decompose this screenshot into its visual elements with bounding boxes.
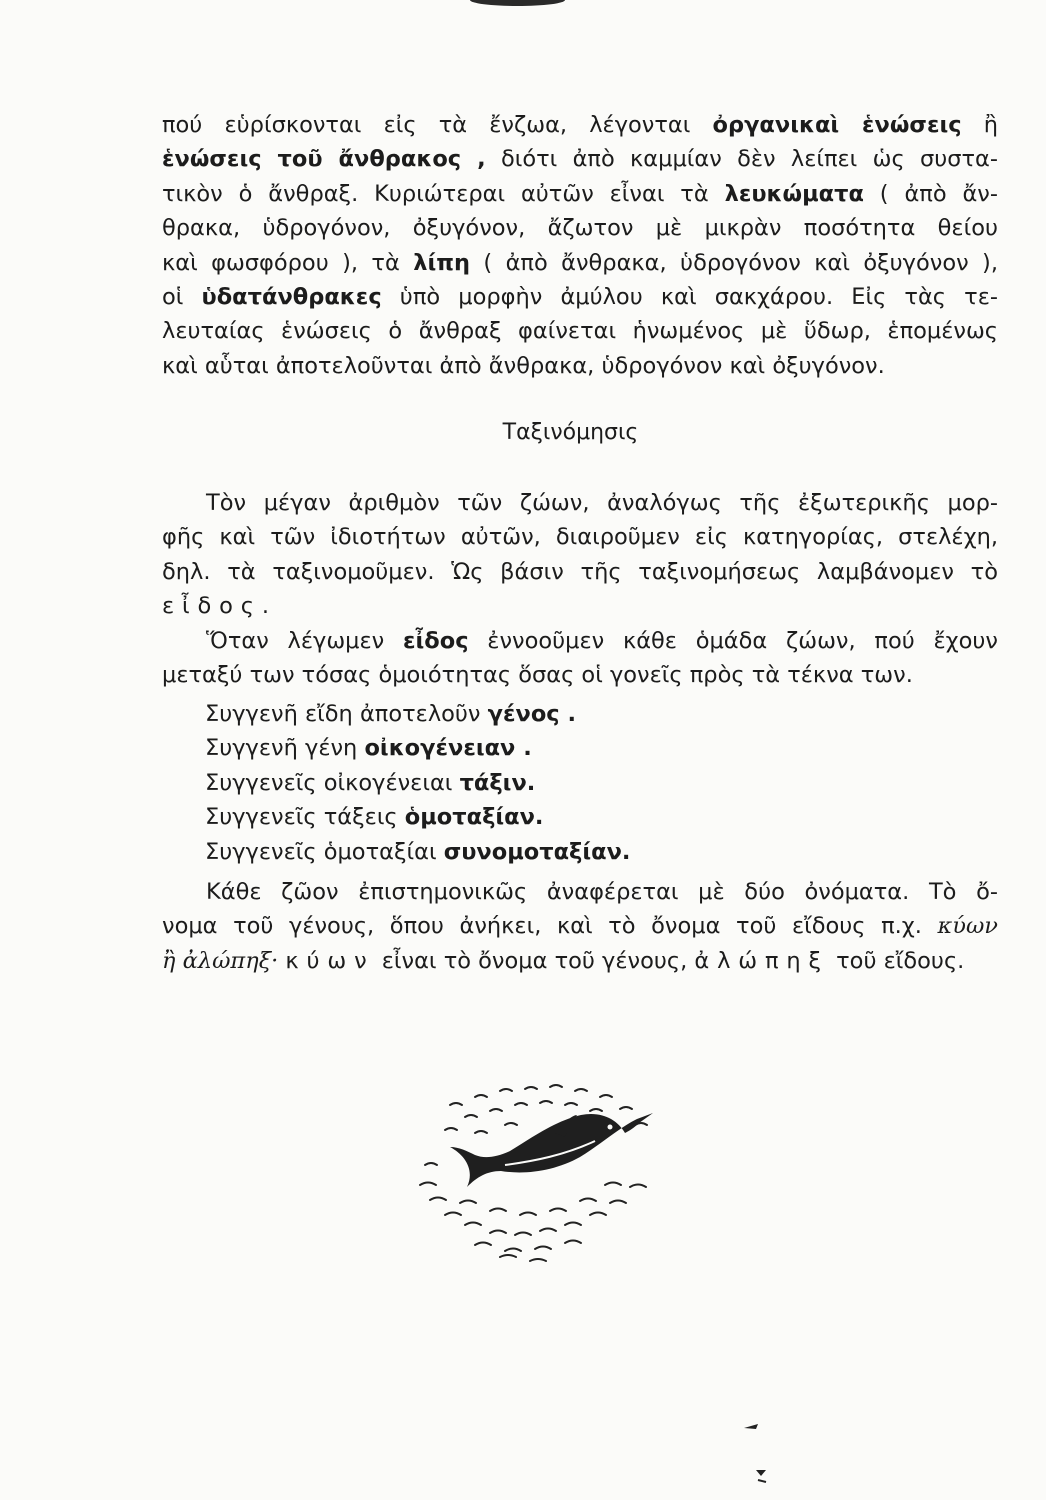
bold-term: ἑνώσεις τοῦ ἄνθρακος , [162,146,486,173]
text-line [162,142,998,176]
spaced-term: ἀλώπηξ [694,947,829,974]
text-run: δηλ. τὰ ταξινομοῦμεν. Ὡς βάσιν τῆς ταξινομήσεως λαμβάνομεν τὸ [162,558,998,585]
text-run: νομα τοῦ γένους, ὅπου ἀνήκει, καὶ τὸ ὄνομα τοῦ εἴδους π.χ. [162,913,938,940]
text-run: θρακα, ὑδρογόνον, ὀξυγόνον, ἄζωτον μὲ μικρὰν ποσότητα θείου [162,215,998,242]
text-run: Συγγενῆ γένη [205,735,365,762]
section-heading: Ταξινόμησις [502,420,639,445]
text-run: Κάθε ζῶον ἐπιστημονικῶς ἀναφέρεται μὲ δύο ὀνόματα. Τὸ ὄ- [206,879,998,905]
page-top-mark [470,0,565,6]
taxonomy-item [205,731,630,765]
text-line [162,486,998,520]
ink-specks [740,1418,780,1488]
italic-term: κύων [937,913,998,940]
text-line [162,520,998,554]
text-run: Συγγενεῖς οἰκογένειαι [205,769,460,796]
taxonomy-item [205,766,630,800]
text-line [162,944,998,978]
text-run: Τὸν μέγαν ἀριθμὸν τῶν ζώων, ἀναλόγως τῆς ἐξωτερικῆς μορ- [206,490,998,516]
text-line [162,349,998,383]
taxonomy-item [205,835,630,869]
text-run: διότι ἀπὸ καμμίαν δὲν λείπει ὡς συστα- [485,146,998,173]
bold-term: λευκώματα [724,180,864,207]
text-run: πού εὑρίσκονται εἰς τὰ ἔνζωα, λέγονται [162,112,713,138]
taxonomy-item [205,697,630,731]
text-run: ( ἀπὸ ἄνθρακα, ὑδρογόνον καὶ ὀξυγόνον ), [470,249,998,276]
text-run: εἶναι τὸ ὄνομα τοῦ γένους, [374,947,695,974]
text-line [162,658,998,692]
text-run: Συγγενῆ εἴδη ἀποτελοῦν [205,701,488,727]
bold-term: γένος . [487,701,576,727]
bold-term: οἰκογένειαν . [364,735,532,762]
text-line [162,589,998,623]
text-line [162,177,998,211]
paragraph-classification [162,486,998,624]
paragraph-organic-compounds [162,108,998,383]
text-line [162,875,998,909]
text-run: οἱ [162,284,202,311]
text-run: ἢ [961,112,999,138]
italic-term: ἢ ἀλώπηξ· [162,947,279,974]
text-run: ( ἀπὸ ἄν- [863,180,998,207]
bold-term: ὑδατάνθρακες [201,284,382,311]
text-run: ἐννοοῦμεν κάθε ὁμάδα ζώων, πού ἔχουν [468,628,998,654]
text-run: μεταξύ των τόσας ὁμοιότητας ὅσας οἱ γονεῖς πρὸς τὰ τέκνα των. [162,662,913,689]
spaced-term: εἶδος. [162,593,277,620]
text-line [162,108,998,142]
text-run: φῆς καὶ τῶν ἰδιοτήτων αὐτῶν, διαιροῦμεν εἰς κατηγορίας, στελέχη, [162,524,998,551]
paragraph-species-definition [162,624,998,693]
text-line [162,280,998,314]
dolphin-icon [405,1075,665,1265]
bold-term: ὀργανικαὶ ἑνώσεις [712,112,962,138]
bold-term: εἶδος [402,628,469,654]
spaced-term: κύων [285,947,375,974]
taxonomy-item [205,800,630,834]
text-run: Συγγενεῖς τάξεις [205,804,405,831]
text-line [162,211,998,245]
text-run: τικὸν ὁ ἄνθραξ. Κυριώτεραι αὐτῶν εἶναι τὰ [162,180,725,207]
bold-term: λίπη [413,249,471,276]
text-line [162,314,998,348]
bold-term: συνομοταξίαν. [443,838,631,865]
text-run: τοῦ εἴδους. [828,947,965,974]
text-run: Ὅταν λέγωμεν [206,628,403,654]
text-run: Συγγενεῖς ὁμοταξίαι [205,838,444,865]
text-line [162,246,998,280]
text-run: λευταίας ἑνώσεις ὁ ἄνθραξ φαίνεται ἡνωμένος μὲ ὕδωρ, ἑπομένως [162,318,998,345]
taxonomy-hierarchy-list [205,697,630,869]
text-run: καὶ αὗται ἀποτελοῦνται ἀπὸ ἄνθρακα, ὑδρογόνον καὶ ὀξυγόνον. [162,352,885,379]
text-run: ὑπὸ μορφὴν ἀμύλου καὶ σακχάρου. Εἰς τὰς τε- [381,284,998,311]
bold-term: ὁμοταξίαν. [404,804,544,831]
bold-term: τάξιν. [459,769,536,796]
text-run: καὶ φωσφόρου ), τὰ [162,249,414,276]
text-line [162,555,998,589]
text-line [162,624,998,658]
text-line [162,909,998,943]
paragraph-binomial-naming [162,875,998,978]
